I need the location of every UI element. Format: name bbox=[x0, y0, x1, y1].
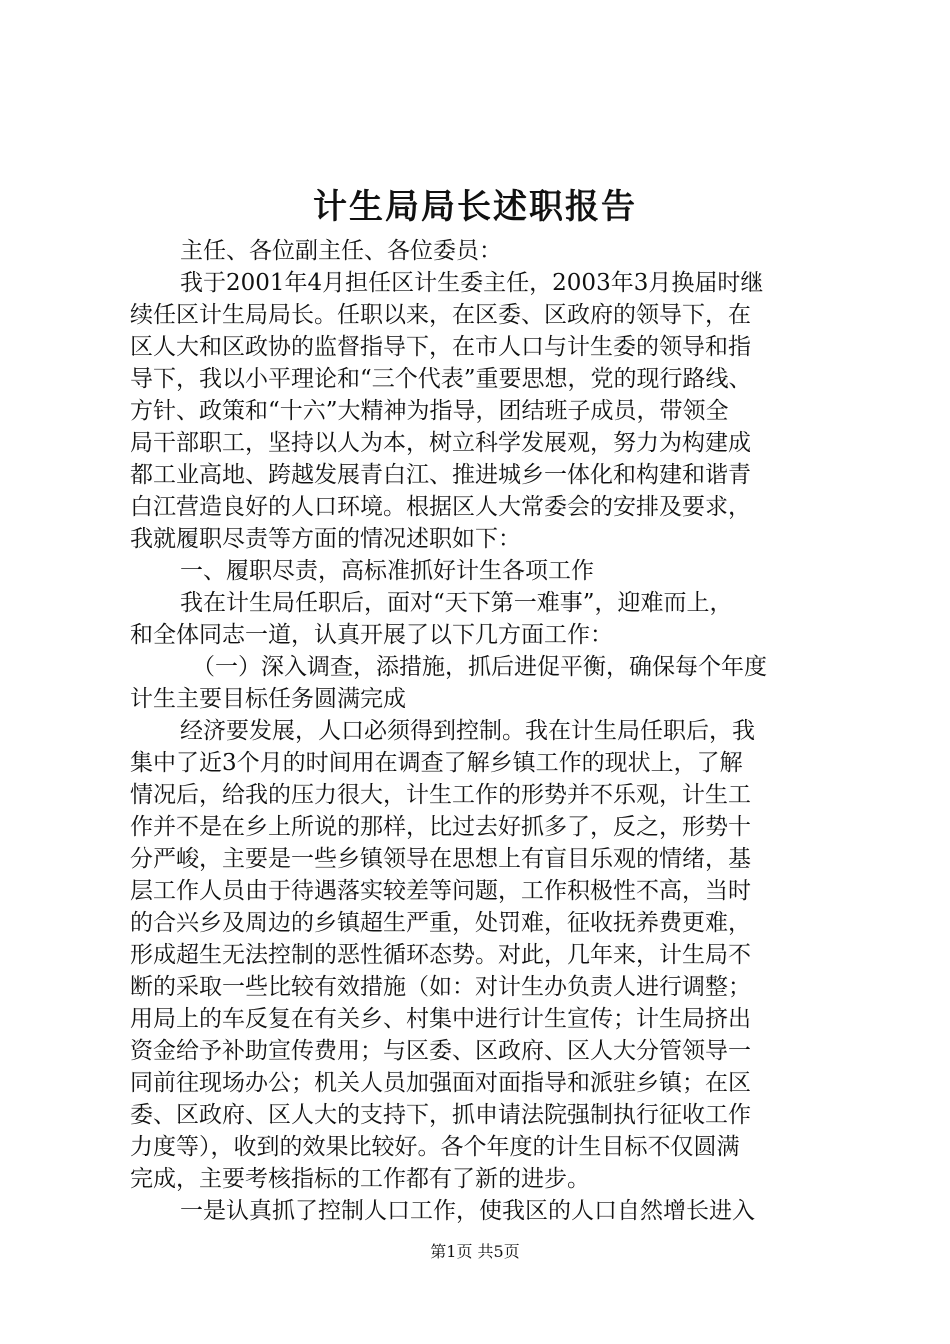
subsection-heading: 计生主要目标任务圆满完成 bbox=[130, 686, 406, 712]
paragraph-line: 断的采取一些比较有效措施（如：对计生办负责人进行调整； bbox=[130, 974, 751, 1000]
paragraph-line: 层工作人员由于待遇落实较差等问题，工作积极性不高，当时 bbox=[130, 878, 751, 904]
paragraph-line: 白江营造良好的人口环境。根据区人大常委会的安排及要求， bbox=[130, 494, 751, 520]
paragraph-line: 导下，我以小平理论和“三个代表”重要思想，党的现行路线、 bbox=[130, 366, 752, 392]
paragraph-line: 完成，主要考核指标的工作都有了新的进步。 bbox=[130, 1166, 590, 1192]
section-heading: 一、履职尽责，高标准抓好计生各项工作 bbox=[180, 558, 594, 584]
paragraph-line: 续任区计生局局长。任职以来，在区委、区政府的领导下，在 bbox=[130, 302, 751, 328]
page-footer: 第1页 共5页 bbox=[430, 1242, 520, 1261]
paragraph-line: 都工业高地、跨越发展青白江、推进城乡一体化和构建和谐青 bbox=[130, 462, 751, 488]
paragraph-line: 我于2001年4月担任区计生委主任，2003年3月换届时继 bbox=[180, 270, 764, 296]
paragraph-line: 的合兴乡及周边的乡镇超生严重，处罚难，征收抚养费更难， bbox=[130, 910, 751, 936]
paragraph-line: 力度等），收到的效果比较好。各个年度的计生目标不仅圆满 bbox=[130, 1134, 740, 1160]
paragraph-line: 资金给予补助宣传费用；与区委、区政府、区人大分管领导一 bbox=[130, 1038, 751, 1064]
paragraph-line: 经济要发展，人口必须得到控制。我在计生局任职后，我 bbox=[180, 718, 755, 744]
paragraph-line: 我就履职尽责等方面的情况述职如下： bbox=[130, 526, 521, 552]
paragraph-line: 作并不是在乡上所说的那样，比过去好抓多了，反之，形势十 bbox=[130, 814, 751, 840]
paragraph-line: 分严峻，主要是一些乡镇领导在思想上有盲目乐观的情绪，基 bbox=[130, 846, 751, 872]
paragraph-line: 方针、政策和“十六”大精神为指导，团结班子成员，带领全 bbox=[130, 398, 729, 424]
paragraph-line: 委、区政府、区人大的支持下，抓申请法院强制执行征收工作 bbox=[130, 1102, 751, 1128]
paragraph-line: 集中了近3个月的时间用在调查了解乡镇工作的现状上，了解 bbox=[130, 750, 743, 776]
subsection-heading: （一）深入调查，添措施，抓后进促平衡，确保每个年度 bbox=[192, 654, 767, 680]
salutation-line: 主任、各位副主任、各位委员： bbox=[180, 238, 502, 264]
document-title: 计生局局长述职报告 bbox=[313, 187, 637, 227]
paragraph-line: 区人大和区政协的监督指导下，在市人口与计生委的领导和指 bbox=[130, 334, 751, 360]
paragraph-line: 同前往现场办公；机关人员加强面对面指导和派驻乡镇；在区 bbox=[130, 1070, 751, 1096]
paragraph-line: 局干部职工，坚持以人为本，树立科学发展观，努力为构建成 bbox=[130, 430, 751, 456]
paragraph-line: 和全体同志一道，认真开展了以下几方面工作： bbox=[130, 622, 613, 648]
paragraph-line: 用局上的车反复在有关乡、村集中进行计生宣传；计生局挤出 bbox=[130, 1006, 751, 1032]
paragraph-line: 一是认真抓了控制人口工作，使我区的人口自然增长进入 bbox=[180, 1198, 755, 1224]
paragraph-line: 我在计生局任职后，面对“天下第一难事”，迎难而上， bbox=[180, 590, 733, 616]
paragraph-line: 情况后，给我的压力很大，计生工作的形势并不乐观，计生工 bbox=[130, 782, 751, 808]
paragraph-line: 形成超生无法控制的恶性循环态势。对此，几年来，计生局不 bbox=[130, 942, 751, 968]
